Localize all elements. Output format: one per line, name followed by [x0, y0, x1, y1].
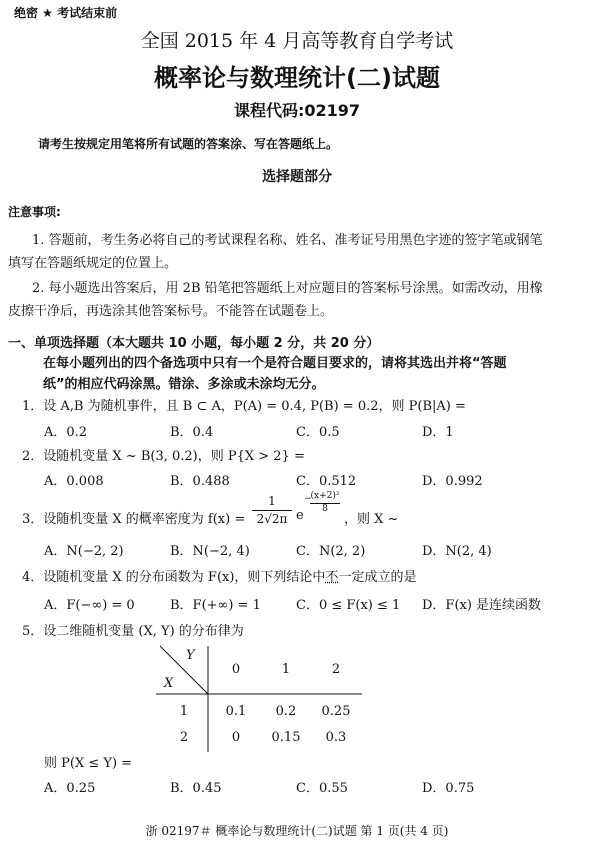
- q3-text-pre: 3．设随机变量 X 的概率密度为 f(x) =: [22, 512, 246, 527]
- q2-option-c: C．0.512: [296, 474, 357, 489]
- note-2b: 皮擦干净后，再选涂其他答案标号。不能答在试题卷上。: [8, 304, 334, 319]
- q3-text-post: ，则 X ~: [344, 512, 399, 527]
- col-header: 0: [231, 662, 241, 677]
- q3-option-a: A．N(−2, 2): [44, 544, 124, 559]
- corner-x: X: [164, 676, 174, 691]
- col-header: 2: [331, 662, 341, 677]
- note-2a: 2. 每小题选出答案后，用 2B 铅笔把答题纸上对应题目的答案标号涂黑。如需改动，用橡: [32, 281, 543, 296]
- corner-y: Y: [186, 648, 195, 663]
- q4-option-b: B．F(+∞) = 1: [170, 598, 261, 613]
- table-cell: 0.15: [271, 730, 301, 745]
- part1-heading: 一、单项选择题（本大题共 10 小题，每小题 2 分，共 20 分）: [8, 336, 380, 351]
- instruction: 请考生按规定用笔将所有试题的答案涂、写在答题纸上。: [38, 137, 339, 151]
- secret-label: 绝密 ★ 考试结束前: [14, 6, 118, 20]
- table-cell: 0.1: [225, 704, 247, 719]
- q3-option-c: C．N(2, 2): [296, 544, 366, 559]
- col-header: 1: [281, 662, 291, 677]
- q1-option-b: B．0.4: [170, 425, 214, 440]
- q5-option-c: C．0.55: [296, 781, 348, 796]
- q4-emphasis: 不: [325, 570, 339, 585]
- q1-option-d: D．1: [422, 425, 454, 440]
- notes-heading: 注意事项:: [8, 205, 61, 219]
- table-cell: 0.3: [325, 730, 347, 745]
- q4-text-post: 一定成立的是: [338, 570, 417, 585]
- q5-option-d: D．0.75: [422, 781, 475, 796]
- q3-frac-num: 1: [268, 494, 276, 508]
- q4-option-a: A．F(−∞) = 0: [44, 598, 135, 613]
- row-label: 1: [179, 704, 189, 719]
- q2-option-d: D．0.992: [422, 474, 483, 489]
- q3-e: e: [296, 508, 304, 523]
- q1-option-a: A．0.2: [44, 425, 88, 440]
- q2-text: 2．设随机变量 X ~ B(3, 0.2)，则 P{X > 2} =: [22, 449, 305, 464]
- table-cell: 0.2: [275, 704, 297, 719]
- q2-option-a: A．0.008: [44, 474, 104, 489]
- q4-option-d: D．F(x) 是连续函数: [422, 598, 542, 613]
- course-code: 课程代码:02197: [233, 101, 361, 120]
- q5-ask: 则 P(X ≤ Y) =: [44, 756, 133, 771]
- row-label: 2: [179, 730, 189, 745]
- q3-exp-minus: −: [304, 494, 312, 504]
- page-title: 概率论与数理统计(二)试题: [154, 64, 440, 92]
- q4-text-pre: 4．设随机变量 X 的分布函数为 F(x)，则下列结论中: [22, 570, 326, 585]
- q3-exp-num: (x+2)²: [310, 491, 340, 501]
- q3-option-b: B．N(−2, 4): [170, 544, 250, 559]
- q3-frac-den: 2√2π: [256, 512, 288, 526]
- part1-desc-b: 纸”的相应代码涂黑。错涂、多涂或未涂均无分。: [43, 377, 325, 392]
- part1-desc-a: 在每小题列出的四个备选项中只有一个是符合题目要求的，请将其选出并将“答题: [43, 356, 507, 371]
- q5-option-a: A．0.25: [44, 781, 96, 796]
- q4-option-c: C．0 ≤ F(x) ≤ 1: [296, 598, 401, 613]
- page-footer: 浙 02197＃ 概率论与数理统计(二)试题 第 1 页(共 4 页): [145, 824, 449, 838]
- q3-exp-den: 8: [322, 504, 328, 514]
- note-1a: 1. 答题前，考生务必将自己的考试课程名称、姓名、准考证号用黑色字迹的签字笔或钢笔: [32, 233, 543, 248]
- q1-option-c: C．0.5: [296, 425, 340, 440]
- q2-option-b: B．0.488: [170, 474, 230, 489]
- note-1b: 填写在答题纸规定的位置上。: [8, 256, 178, 271]
- q5-text: 5．设二维随机变量 (X, Y) 的分布律为: [22, 624, 244, 639]
- q5-option-b: B．0.45: [170, 781, 222, 796]
- q3-option-d: D．N(2, 4): [422, 544, 492, 559]
- table-cell: 0: [231, 730, 241, 745]
- table-cell: 0.25: [321, 704, 351, 719]
- q1-text: 1．设 A,B 为随机事件，且 B ⊂ A，P(A) = 0.4, P(B) = 0.2，则 P(B|A) =: [22, 399, 466, 414]
- section-title: 选择题部分: [262, 169, 332, 185]
- exam-line: 全国 2015 年 4 月高等教育自学考试: [140, 30, 454, 52]
